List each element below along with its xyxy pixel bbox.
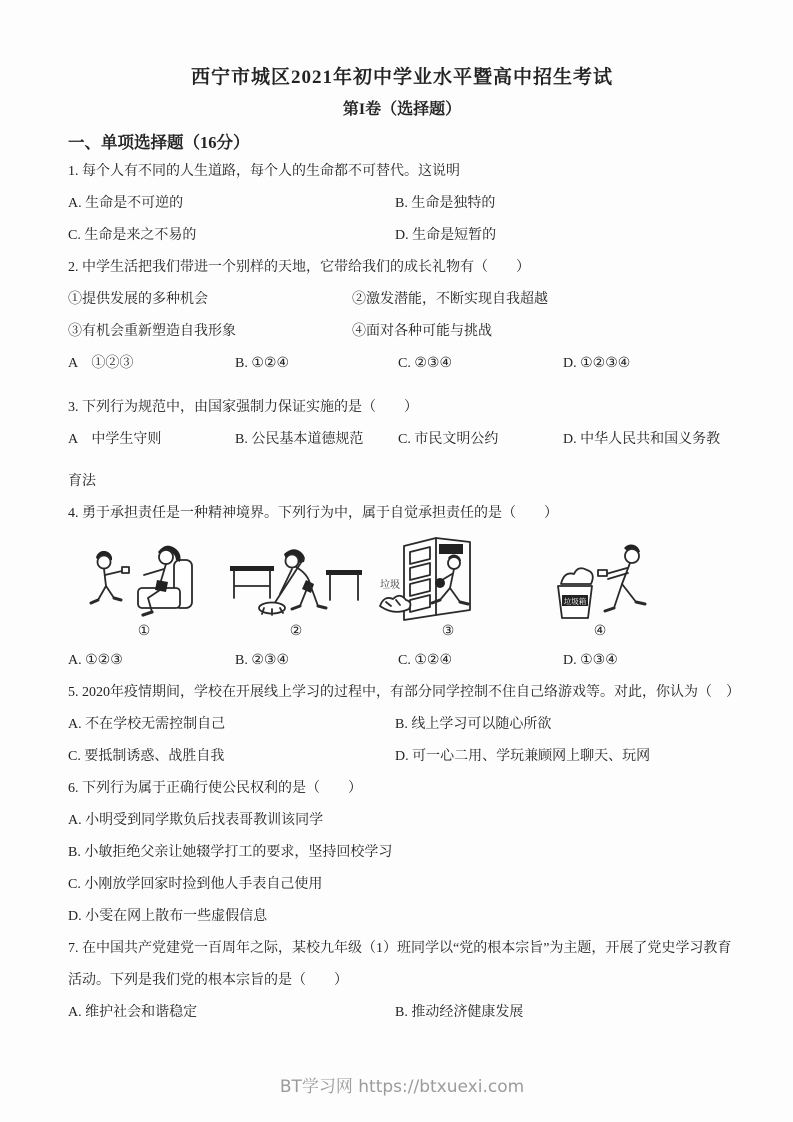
question-1: [68, 156, 736, 252]
option-d: D. 小雯在网上散布一些虚假信息: [68, 909, 268, 924]
subitem-2: ②激发潜能，不断实现自我超越: [352, 292, 548, 307]
question-4: [68, 498, 736, 677]
option-b: B. ②③④: [235, 653, 289, 668]
question-stem: 3. 下列行为规范中，由国家强制力保证实施的是（ ）: [68, 400, 418, 415]
option-a: A. ①②③: [68, 653, 123, 668]
option-row: [68, 709, 736, 741]
option-c: C. ①②④: [398, 653, 452, 668]
option-b: B. 推动经济健康发展: [395, 1005, 524, 1020]
bin-label: 垃圾箱: [563, 597, 587, 606]
option-b: B. 公民基本道德规范: [235, 432, 364, 447]
option-b: B. 生命是独特的: [395, 196, 496, 211]
option-b: B. ①②④: [235, 356, 289, 371]
figures-row: [68, 530, 736, 645]
illustration-child-serving-tea: [74, 530, 214, 622]
option-a: A ①②③: [68, 356, 134, 371]
option-c: C. 生命是来之不易的: [68, 228, 197, 243]
section-heading: 一、单项选择题（16分）: [68, 133, 250, 152]
question-stem: 7. 在中国共产党建党一百周年之际，某校九年级（1）班同学以“党的根本宗旨”为主题，开展了党史学习教育活动。下列是我们党的根本宗旨的是（ ）: [68, 941, 732, 988]
option-d-continuation: 育法: [68, 474, 96, 489]
illustration-throwing-trash-in-bin: [530, 530, 670, 622]
figure-2: [220, 530, 372, 642]
question-2: [68, 252, 736, 380]
figure-caption: ③: [441, 624, 455, 639]
question-stem: 2. 中学生活把我们带进一个别样的天地，它带给我们的成长礼物有（ ）: [68, 260, 530, 275]
trash-label: 垃圾: [380, 580, 400, 591]
option-a: A. 生命是不可逆的: [68, 196, 184, 211]
subitem-4: ④面对各种可能与挑战: [352, 324, 492, 339]
option-row: [68, 188, 736, 220]
question-5: [68, 677, 740, 773]
footer-watermark: BT学习网 https://btxuexi.com: [279, 1077, 525, 1097]
figure-4: [524, 530, 676, 642]
subitem-row: [68, 316, 736, 348]
figure-caption: ②: [289, 624, 303, 639]
option-row: [68, 348, 736, 380]
option-a: A 中学生守则: [68, 432, 162, 447]
option-row: [68, 424, 736, 456]
question-stem: 4. 勇于承担责任是一种精神境界。下列行为中，属于自觉承担责任的是（ ）: [68, 506, 558, 521]
figure-caption: ④: [593, 624, 607, 639]
option-a: A. 维护社会和谐稳定: [68, 1005, 198, 1020]
illustration-mopping-floor: [226, 530, 366, 622]
question-stem: 6. 下列行为属于正确行使公民权利的是（ ）: [68, 781, 362, 796]
option-row: [68, 997, 736, 1029]
option-d: D. 中华人民共和国义务教: [563, 432, 721, 447]
option-row: [68, 220, 736, 252]
option-b: B. 线上学习可以随心所欲: [395, 717, 552, 732]
option-a: A. 不在学校无需控制自己: [68, 717, 226, 732]
question-7: [68, 933, 736, 1029]
option-d: D. 生命是短暂的: [395, 228, 497, 243]
subitem-1: ①提供发展的多种机会: [68, 292, 208, 307]
figure-3: [372, 530, 524, 642]
question-stem: 1. 每个人有不同的人生道路，每个人的生命都不可替代。这说明: [68, 164, 460, 179]
option-c: C. ②③④: [398, 356, 452, 371]
option-d: D. 可一心二用、学玩兼顾网上聊天、玩网: [395, 749, 651, 764]
illustration-dumping-trash-outside-door: [378, 530, 518, 622]
page-title: 西宁市城区2021年初中学业水平暨高中招生考试: [190, 67, 613, 88]
option-c: C. 市民文明公约: [398, 432, 499, 447]
question-6: [68, 773, 736, 933]
figure-caption: ①: [137, 624, 151, 639]
option-c: C. 要抵制诱惑、战胜自我: [68, 749, 225, 764]
question-3: [68, 392, 736, 498]
subitem-3: ③有机会重新塑造自我形象: [68, 324, 236, 339]
option-d: D. ①③④: [563, 653, 618, 668]
figure-1: [68, 530, 220, 642]
subitem-row: [68, 284, 736, 316]
option-row: [68, 645, 736, 677]
option-b: B. 小敏拒绝父亲让她辍学打工的要求，坚持回校学习: [68, 845, 393, 860]
page-subtitle: 第I卷（选择题）: [342, 101, 462, 118]
option-d: D. ①②③④: [563, 356, 631, 371]
option-a: A. 小明受到同学欺负后找表哥教训该同学: [68, 813, 324, 828]
question-stem: 5. 2020年疫情期间，学校在开展线上学习的过程中，有部分同学控制不住自己络游戏等。对此，你认为（ ）: [68, 685, 740, 700]
option-row: [68, 741, 736, 773]
option-c: C. 小刚放学回家时捡到他人手表自己使用: [68, 877, 323, 892]
